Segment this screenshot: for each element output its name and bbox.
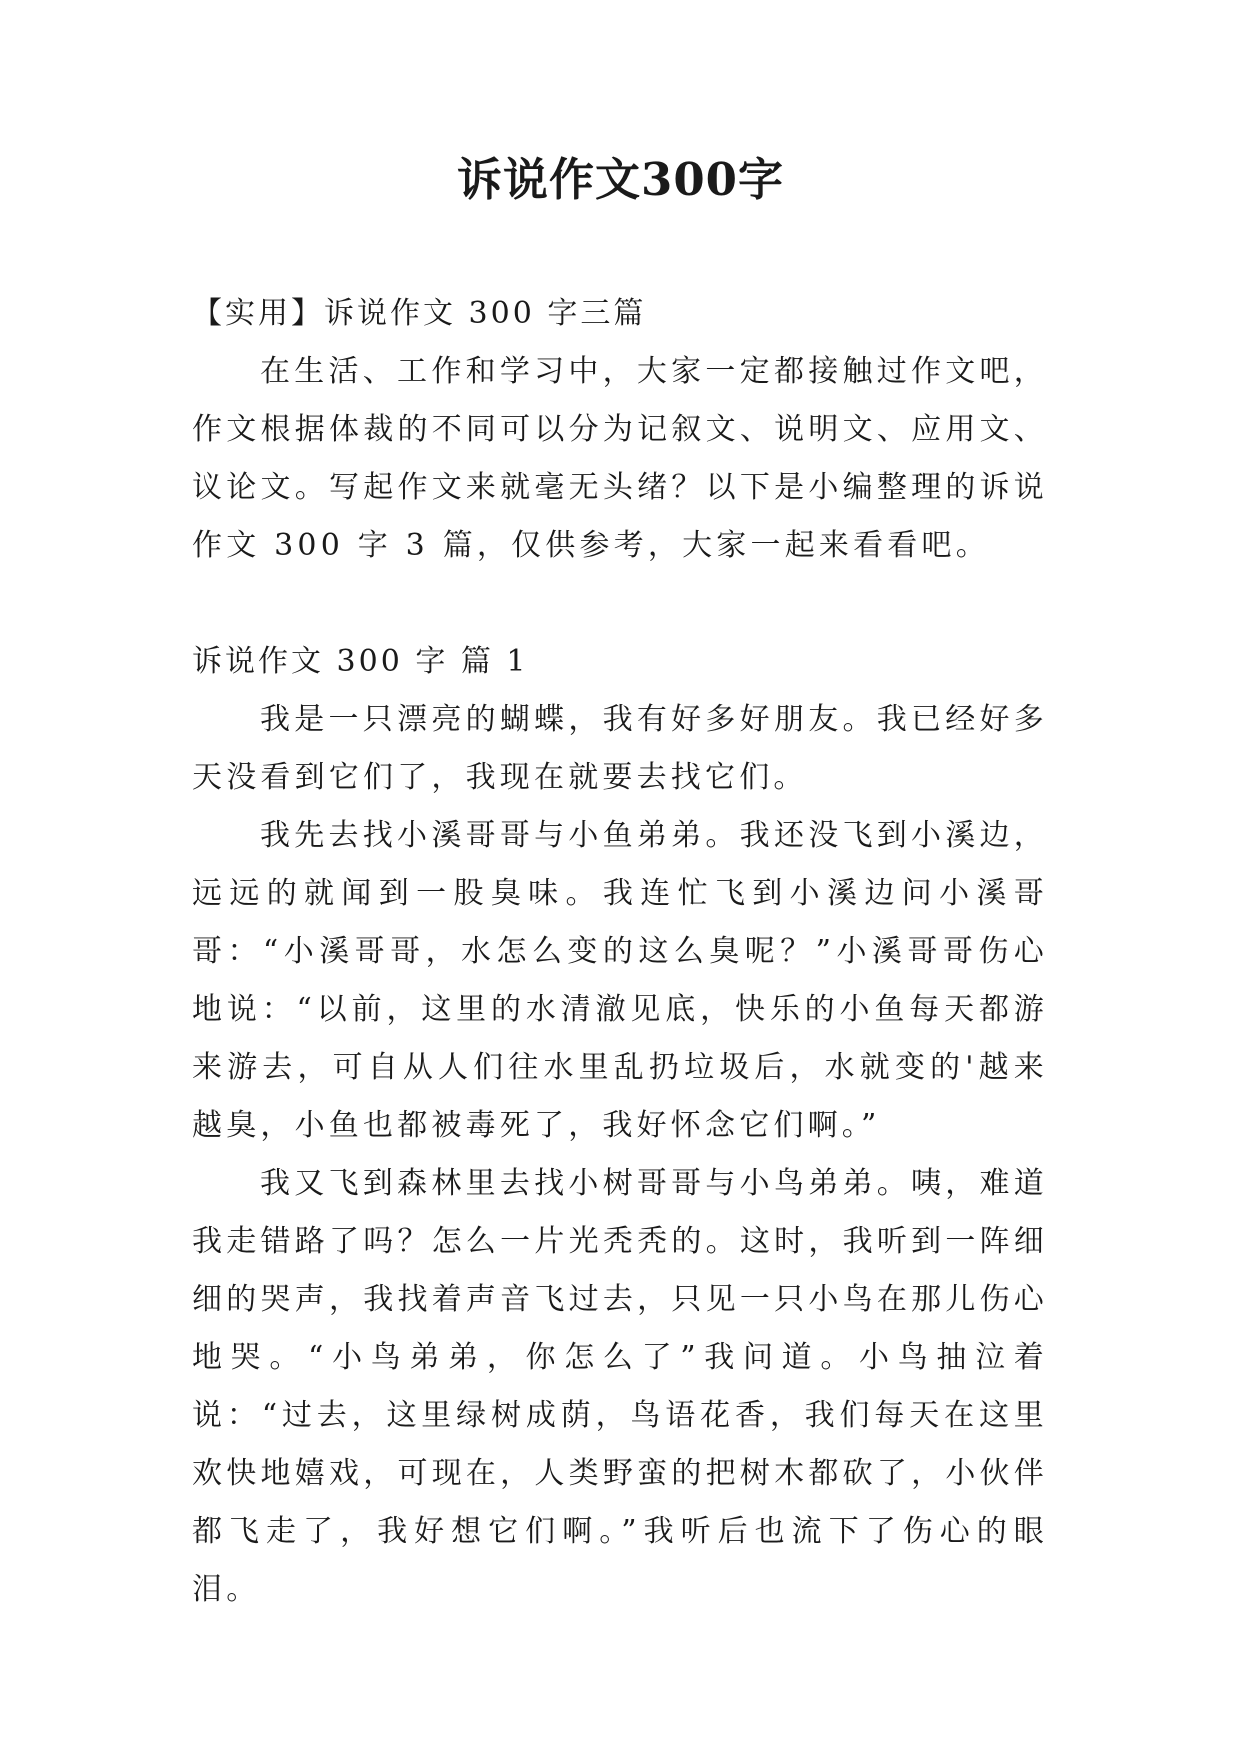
section-heading: 诉说作文 300 字 篇 1 <box>192 644 529 679</box>
intro-paragraph: 在生活、工作和学习中，大家一定都接触过作文吧，作文根据体裁的不同可以分为记叙文、说明文、应用文、议论文。写起作文来就毫无头绪？以下是小编整理的诉说作文 300 字 3 篇，仅供参考，大家一起来看看吧。 <box>192 354 1048 563</box>
body-paragraph: 我先去找小溪哥哥与小鱼弟弟。我还没飞到小溪边，远远的就闻到一股臭味。我连忙飞到小溪边问小溪哥哥：“小溪哥哥，水怎么变的这么臭呢？”小溪哥哥伤心地说：“以前，这里的水清澈见底，快乐的小鱼每天都游来游去，可自从人们往水里乱扔垃圾后，水就变的'越来越臭，小鱼也都被毒死了，我好怀念它们啊。” <box>192 818 1048 1143</box>
document-subtitle: 【实用】诉说作文 300 字三篇 <box>192 296 647 331</box>
document-title: 诉说作文300字 <box>457 153 784 206</box>
body-paragraph: 我又飞到森林里去找小树哥哥与小鸟弟弟。咦，难道我走错路了吗？怎么一片光秃秃的。这时，我听到一阵细细的哭声，我找着声音飞过去，只见一只小鸟在那儿伤心地哭。“小鸟弟弟，你怎么了”我问道。小鸟抽泣着说：“过去，这里绿树成荫，鸟语花香，我们每天在这里欢快地嬉戏，可现在，人类野蛮的把树木都砍了，小伙伴都飞走了，我好想它们啊。”我听后也流下了伤心的眼泪。 <box>192 1166 1048 1607</box>
body-paragraph: 我是一只漂亮的蝴蝶，我有好多好朋友。我已经好多天没看到它们了，我现在就要去找它们。 <box>192 702 1048 795</box>
document-body <box>192 285 1048 1619</box>
